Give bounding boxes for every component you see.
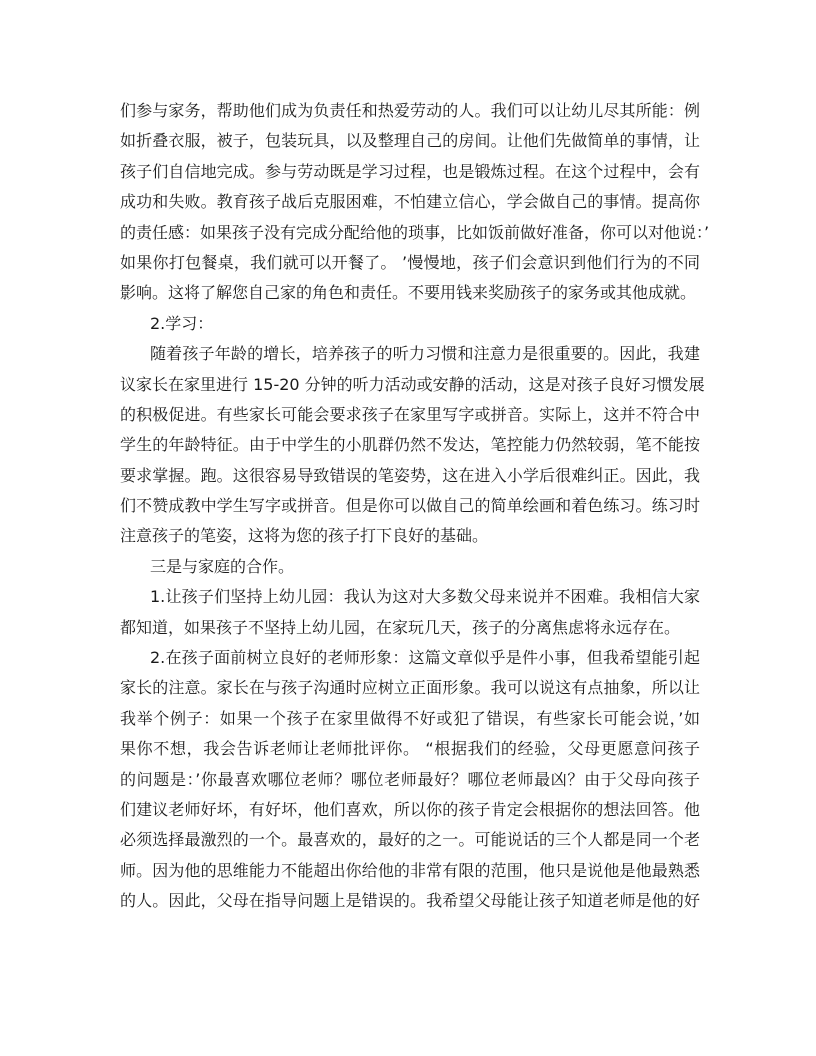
text-line: 们参与家务，帮助他们成为负责任和热爱劳动的人。我们可以让幼儿尽其所能：例 bbox=[120, 101, 700, 120]
text-line: 我举个例子：如果一个孩子在家里做得不好或犯了错误，有些家长可能会说，’如 bbox=[120, 708, 700, 728]
text-line: 的责任感：如果孩子没有完成分配给他的琐事，比如饭前做好准备，你可以对他说：’ bbox=[120, 222, 710, 242]
text-line: 要求掌握。跑。这很容易导致错误的笔姿势，这在进入小学后很难纠正。因此，我 bbox=[120, 465, 700, 485]
text-line: 如折叠衣服，被子，包装玩具，以及整理自己的房间。让他们先做简单的事情，让 bbox=[120, 131, 700, 151]
text-line: 们不赞成教中学生写字或拼音。但是你可以做自己的简单绘画和着色练习。练习时 bbox=[120, 496, 700, 516]
text-line: 随着孩子年龄的增长，培养孩子的听力习惯和注意力是很重要的。因此，我建 bbox=[150, 344, 700, 364]
text-line: 议家长在家里进行 15-20 分钟的听力活动或安静的活动，这是对孩子良好习惯发展 bbox=[120, 374, 705, 394]
text-line: 的人。因此，父母在指导问题上是错误的。我希望父母能让孩子知道老师是他的好 bbox=[120, 891, 700, 911]
text-line: 们建议老师好坏，有好坏，他们喜欢，所以你的孩子肯定会根据你的想法回答。他 bbox=[120, 799, 700, 819]
text-line: 必须选择最激烈的一个。最喜欢的，最好的之一。可能说话的三个人都是同一个老 bbox=[120, 830, 700, 850]
text-line: 的积极促进。有些家长可能会要求孩子在家里写字或拼音。实际上，这并不符合中 bbox=[120, 404, 700, 424]
text-line: 三是与家庭的合作。 bbox=[150, 556, 295, 576]
text-line: 学生的年龄特征。由于中学生的小肌群仍然不发达，笔控能力仍然较弱，笔不能按 bbox=[120, 435, 700, 455]
text-line: 2.学习： bbox=[150, 313, 214, 333]
text-line: 都知道，如果孩子不坚持上幼儿园，在家玩几天，孩子的分离焦虑将永远存在。 bbox=[120, 617, 681, 637]
text-line: 果你不想，我会告诉老师让老师批评你。 “根据我们的经验，父母更愿意问孩子 bbox=[120, 739, 700, 759]
text-line: 孩子们自信地完成。参与劳动既是学习过程，也是锻炼过程。在这个过程中，会有 bbox=[120, 161, 700, 181]
text-line: 注意孩子的笔姿，这将为您的孩子打下良好的基础。 bbox=[120, 526, 489, 546]
text-line: 影响。这将了解您自己家的角色和责任。不要用钱来奖励孩子的家务或其他成就。 bbox=[120, 283, 697, 303]
text-line: 2.在孩子面前树立良好的老师形象：这篇文章似乎是件小事，但我希望能引起 bbox=[150, 648, 700, 668]
document-body bbox=[120, 96, 710, 917]
text-line: 成功和失败。教育孩子战后克服困难，不怕建立信心，学会做自己的事情。提高你 bbox=[120, 192, 700, 212]
text-line: 1.让孩子们坚持上幼儿园：我认为这对大多数父母来说并不困难。我相信大家 bbox=[150, 587, 700, 607]
text-line: 师。因为他的思维能力不能超出你给他的非常有限的范围，他只是说他是他最熟悉 bbox=[120, 860, 700, 880]
text-line: 如果你打包餐桌，我们就可以开餐了。 ’慢慢地，孩子们会意识到他们行为的不同 bbox=[120, 252, 700, 272]
text-line: 家长的注意。家长在与孩子沟通时应树立正面形象。我可以说这有点抽象，所以让 bbox=[120, 678, 700, 698]
text-line: 的问题是：’你最喜欢哪位老师？哪位老师最好？哪位老师最凶？由于父母向孩子 bbox=[120, 769, 700, 789]
